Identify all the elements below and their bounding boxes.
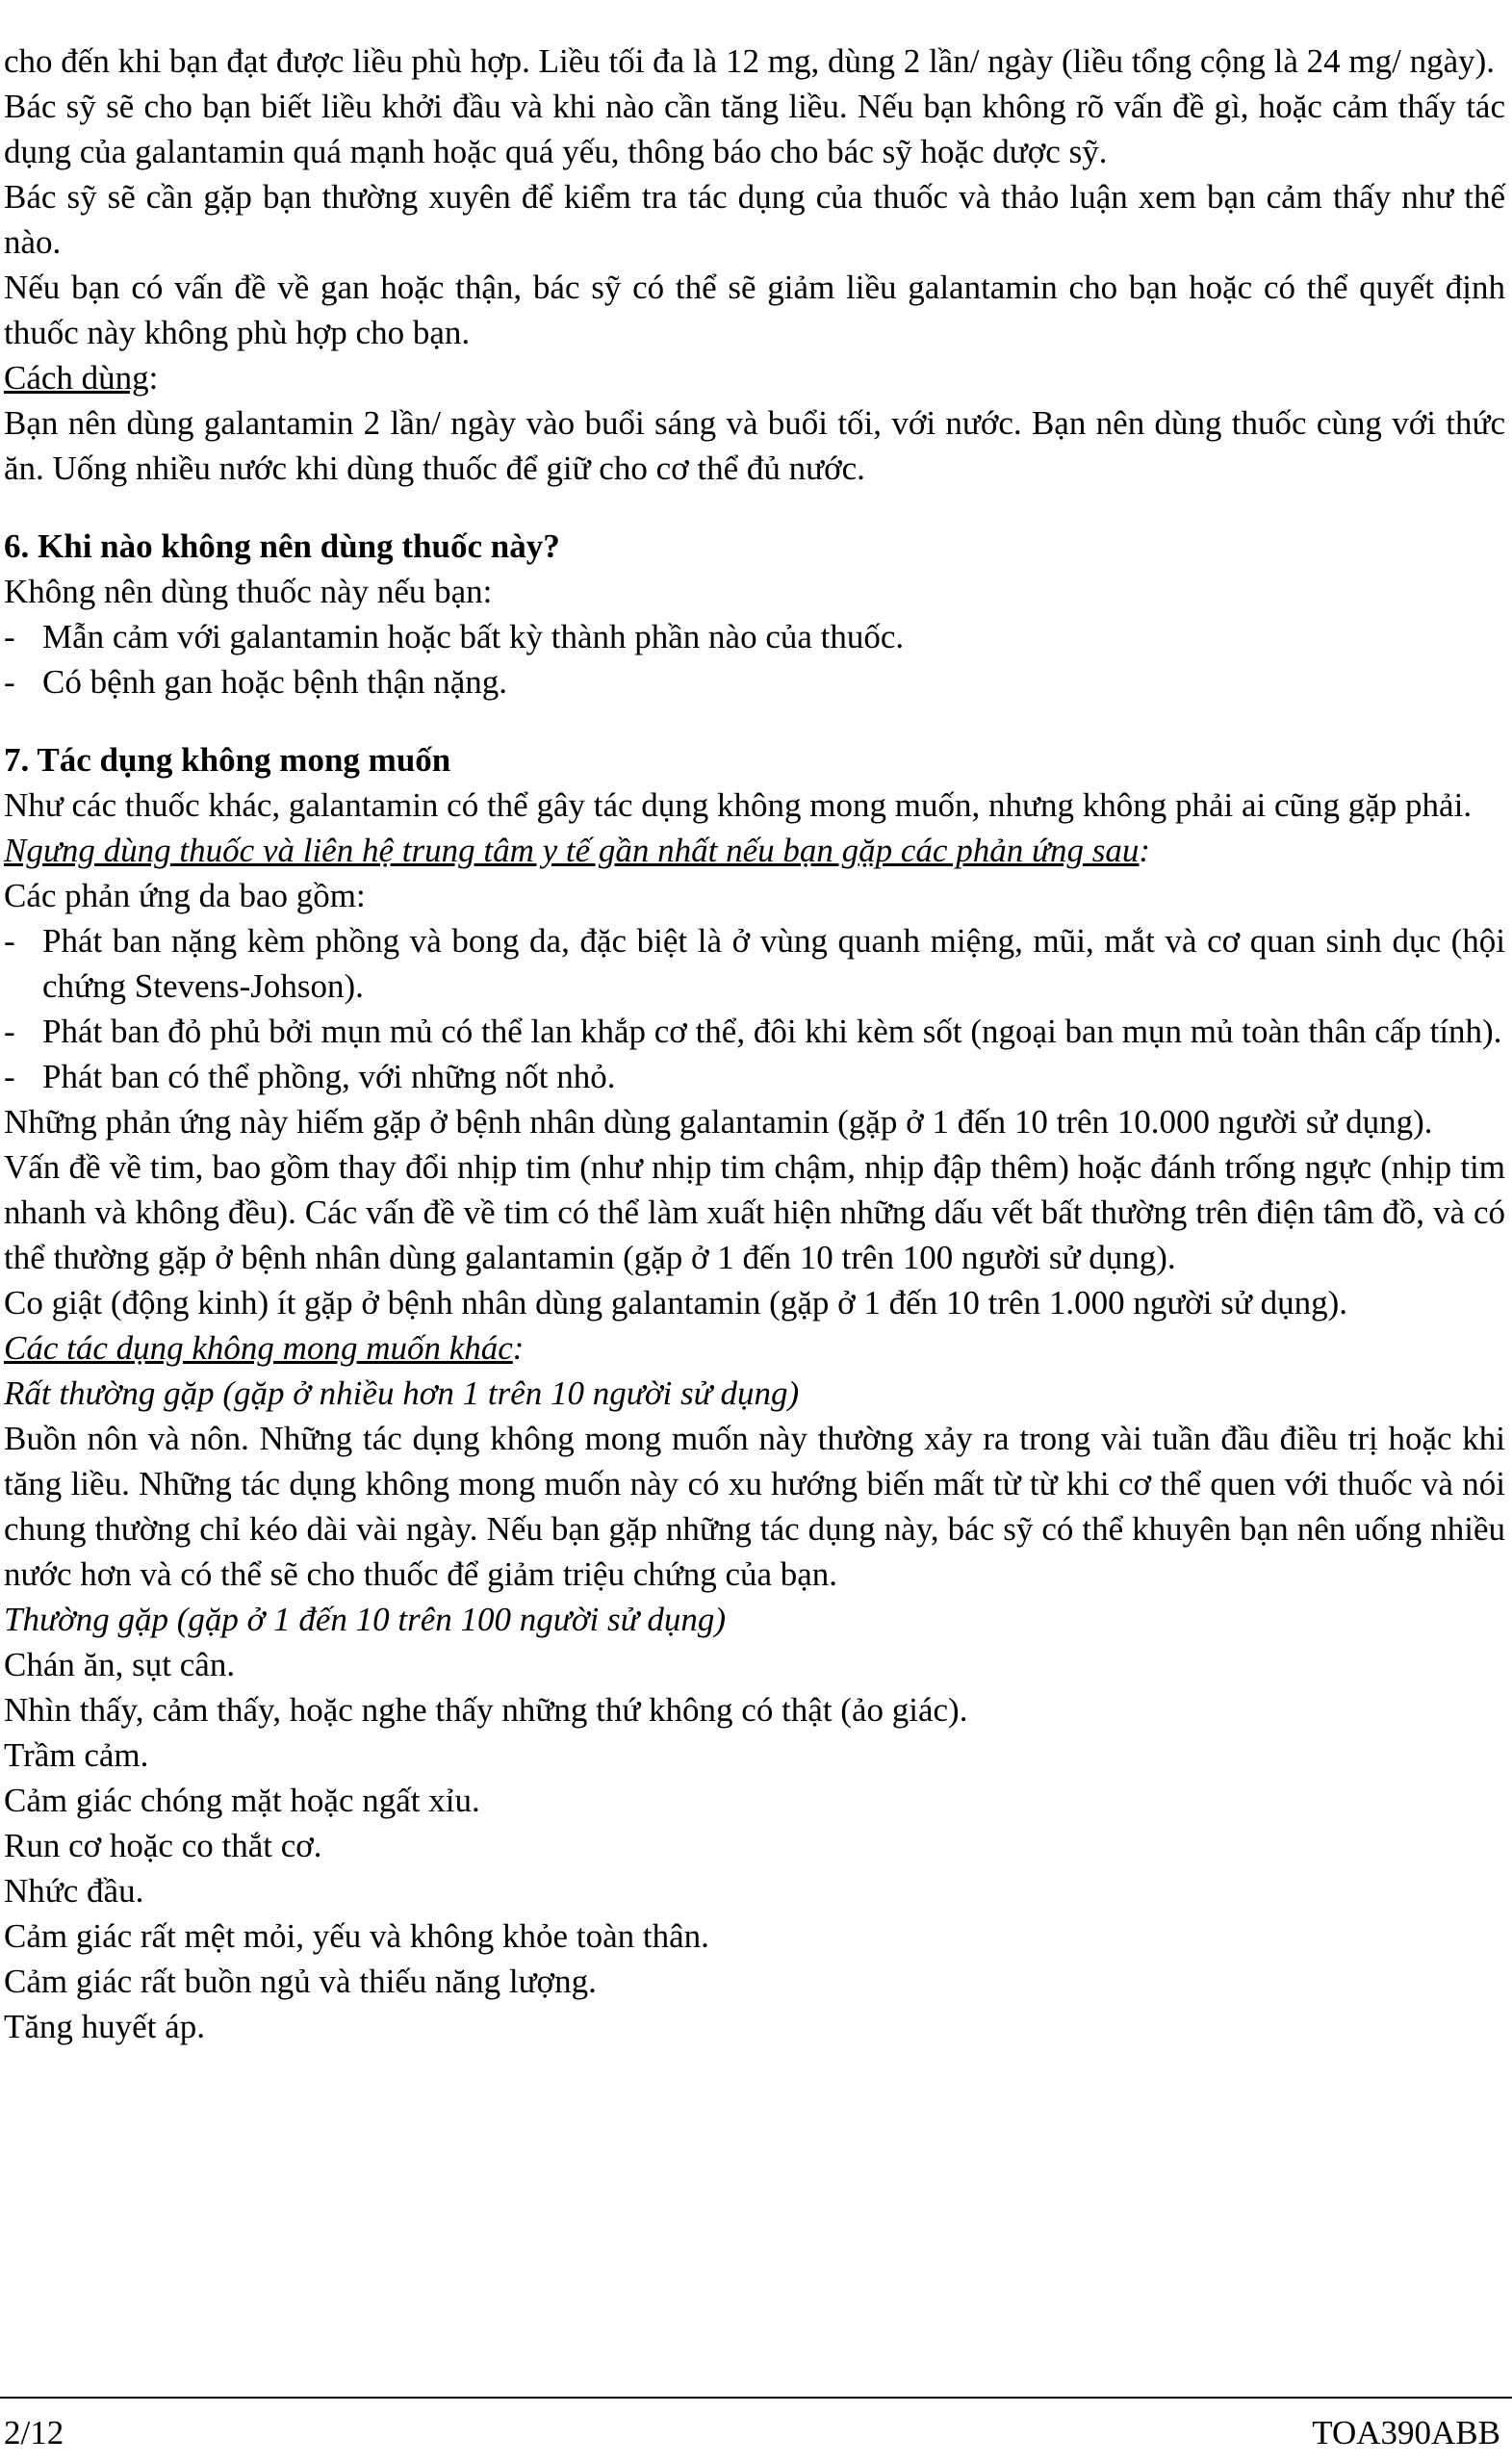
list-item: - Mẫn cảm với galantamin hoặc bất kỳ thành phần nào của thuốc.: [4, 618, 905, 655]
common-item: Nhức đầu.: [4, 1872, 144, 1910]
very-common-label: Rất thường gặp (gặp ở nhiều hơn 1 trên 10 người sử dụng): [4, 1374, 800, 1412]
rare-note: Những phản ứng này hiếm gặp ở bệnh nhân dùng galantamin (gặp ở 1 đến 10 trên 10.000 người sử dụng).: [4, 1103, 1433, 1141]
warning-colon: :: [1139, 832, 1151, 869]
usage-label-colon: :: [148, 359, 159, 397]
paragraph: Bác sỹ sẽ cần gặp bạn thường xuyên để kiểm tra tác dụng của thuốc và thảo luận xem bạn cảm thấy như thế nào.: [4, 178, 1505, 261]
very-common-text: Buồn nôn và nôn. Những tác dụng không mong muốn này thường xảy ra trong vài tuần đầu điều trị hoặc khi tăng liều. Những tác dụng không mong muốn này có xu hướng biến mất từ từ khi cơ thể quen với thuốc và nói chung thường chỉ kéo dài vài ngày. Nếu bạn gặp những tác dụng này, bác sỹ có thể khuyên bạn nên uống nhiều nước hơn và có thể sẽ cho thuốc để giảm triệu chứng của bạn.: [4, 1420, 1505, 1593]
footer-divider: [0, 2397, 1512, 2399]
warning-text: Ngưng dùng thuốc và liên hệ trung tâm y tế gần nhất nếu bạn gặp các phản ứng sau: [4, 832, 1140, 869]
other-effects-line: [4, 1325, 1505, 1371]
section-7-intro: Như các thuốc khác, galantamin có thể gây tác dụng không mong muốn, nhưng không phải ai cũng gặp phải.: [4, 786, 1473, 824]
seizure-paragraph: Co giật (động kinh) ít gặp ở bệnh nhân dùng galantamin (gặp ở 1 đến 10 trên 1.000 người sử dụng).: [4, 1284, 1348, 1322]
warning-line: [4, 828, 1505, 873]
list-item: - Có bệnh gan hoặc bệnh thận nặng.: [4, 663, 508, 701]
common-item: Cảm giác chóng mặt hoặc ngất xỉu.: [4, 1782, 480, 1819]
paragraph: Bác sỹ sẽ cho bạn biết liều khởi đầu và khi nào cần tăng liều. Nếu bạn không rõ vấn đề gì, hoặc cảm thấy tác dụng của galantamin quá mạnh hoặc quá yếu, thông báo cho bác sỹ hoặc dược sỹ.: [4, 88, 1505, 170]
other-effects-label: Các tác dụng không mong muốn khác: [4, 1329, 513, 1367]
page-content: [4, 38, 1505, 2049]
usage-label-line: [4, 355, 1505, 400]
other-effects-colon: :: [512, 1329, 525, 1367]
paragraph: Nếu bạn có vấn đề về gan hoặc thận, bác sỹ có thể sẽ giảm liều galantamin cho bạn hoặc có thể quyết định thuốc này không phù hợp cho bạn.: [4, 269, 1505, 351]
paragraph: cho đến khi bạn đạt được liều phù hợp. Liều tối đa là 12 mg, dùng 2 lần/ ngày (liều tổng cộng là 24 mg/ ngày).: [4, 42, 1496, 80]
section-6-heading: 6. Khi nào không nên dùng thuốc này?: [4, 527, 560, 565]
heart-paragraph: Vấn đề về tim, bao gồm thay đổi nhịp tim (như nhịp tim chậm, nhịp đập thêm) hoặc đánh trống ngực (nhịp tim nhanh và không đều). Các vấn đề về tim có thể làm xuất hiện những dấu vết bất thường trên điện tâm đồ, và có thể thường gặp ở bệnh nhân dùng galantamin (gặp ở 1 đến 10 trên 100 người sử dụng).: [4, 1148, 1505, 1276]
common-item: Cảm giác rất buồn ngủ và thiếu năng lượng.: [4, 1963, 597, 2000]
usage-text: Bạn nên dùng galantamin 2 lần/ ngày vào buổi sáng và buổi tối, với nước. Bạn nên dùng thuốc cùng với thức ăn. Uống nhiều nước khi dùng thuốc để giữ cho cơ thể đủ nước.: [4, 404, 1505, 487]
common-item: Chán ăn, sụt cân.: [4, 1646, 236, 1683]
document-code: TOA390ABB: [1312, 2414, 1500, 2451]
common-item: Tăng huyết áp.: [4, 2008, 205, 2045]
usage-label: Cách dùng: [4, 359, 149, 397]
list-item: - Phát ban đỏ phủ bởi mụn mủ có thể lan khắp cơ thể, đôi khi kèm sốt (ngoại ban mụn mủ toàn thân cấp tính).: [4, 1013, 1502, 1050]
common-label: Thường gặp (gặp ở 1 đến 10 trên 100 người sử dụng): [4, 1601, 727, 1638]
list-item: - Phát ban có thể phồng, với những nốt nhỏ.: [4, 1058, 616, 1095]
common-item: Cảm giác rất mệt mỏi, yếu và không khỏe toàn thân.: [4, 1917, 709, 1955]
common-item: Trầm cảm.: [4, 1736, 149, 1774]
section-7-heading: 7. Tác dụng không mong muốn: [4, 741, 451, 779]
page-number: 2/12: [4, 2414, 64, 2451]
common-item: Run cơ hoặc co thắt cơ.: [4, 1827, 322, 1864]
section-6-intro: Không nên dùng thuốc này nếu bạn:: [4, 573, 493, 610]
skin-intro: Các phản ứng da bao gồm:: [4, 877, 366, 914]
common-item: Nhìn thấy, cảm thấy, hoặc nghe thấy những thứ không có thật (ảo giác).: [4, 1691, 968, 1729]
list-item: - Phát ban nặng kèm phồng và bong da, đặc biệt là ở vùng quanh miệng, mũi, mắt và cơ quan sinh dục (hội chứng Stevens-Johson).: [4, 922, 1505, 1005]
